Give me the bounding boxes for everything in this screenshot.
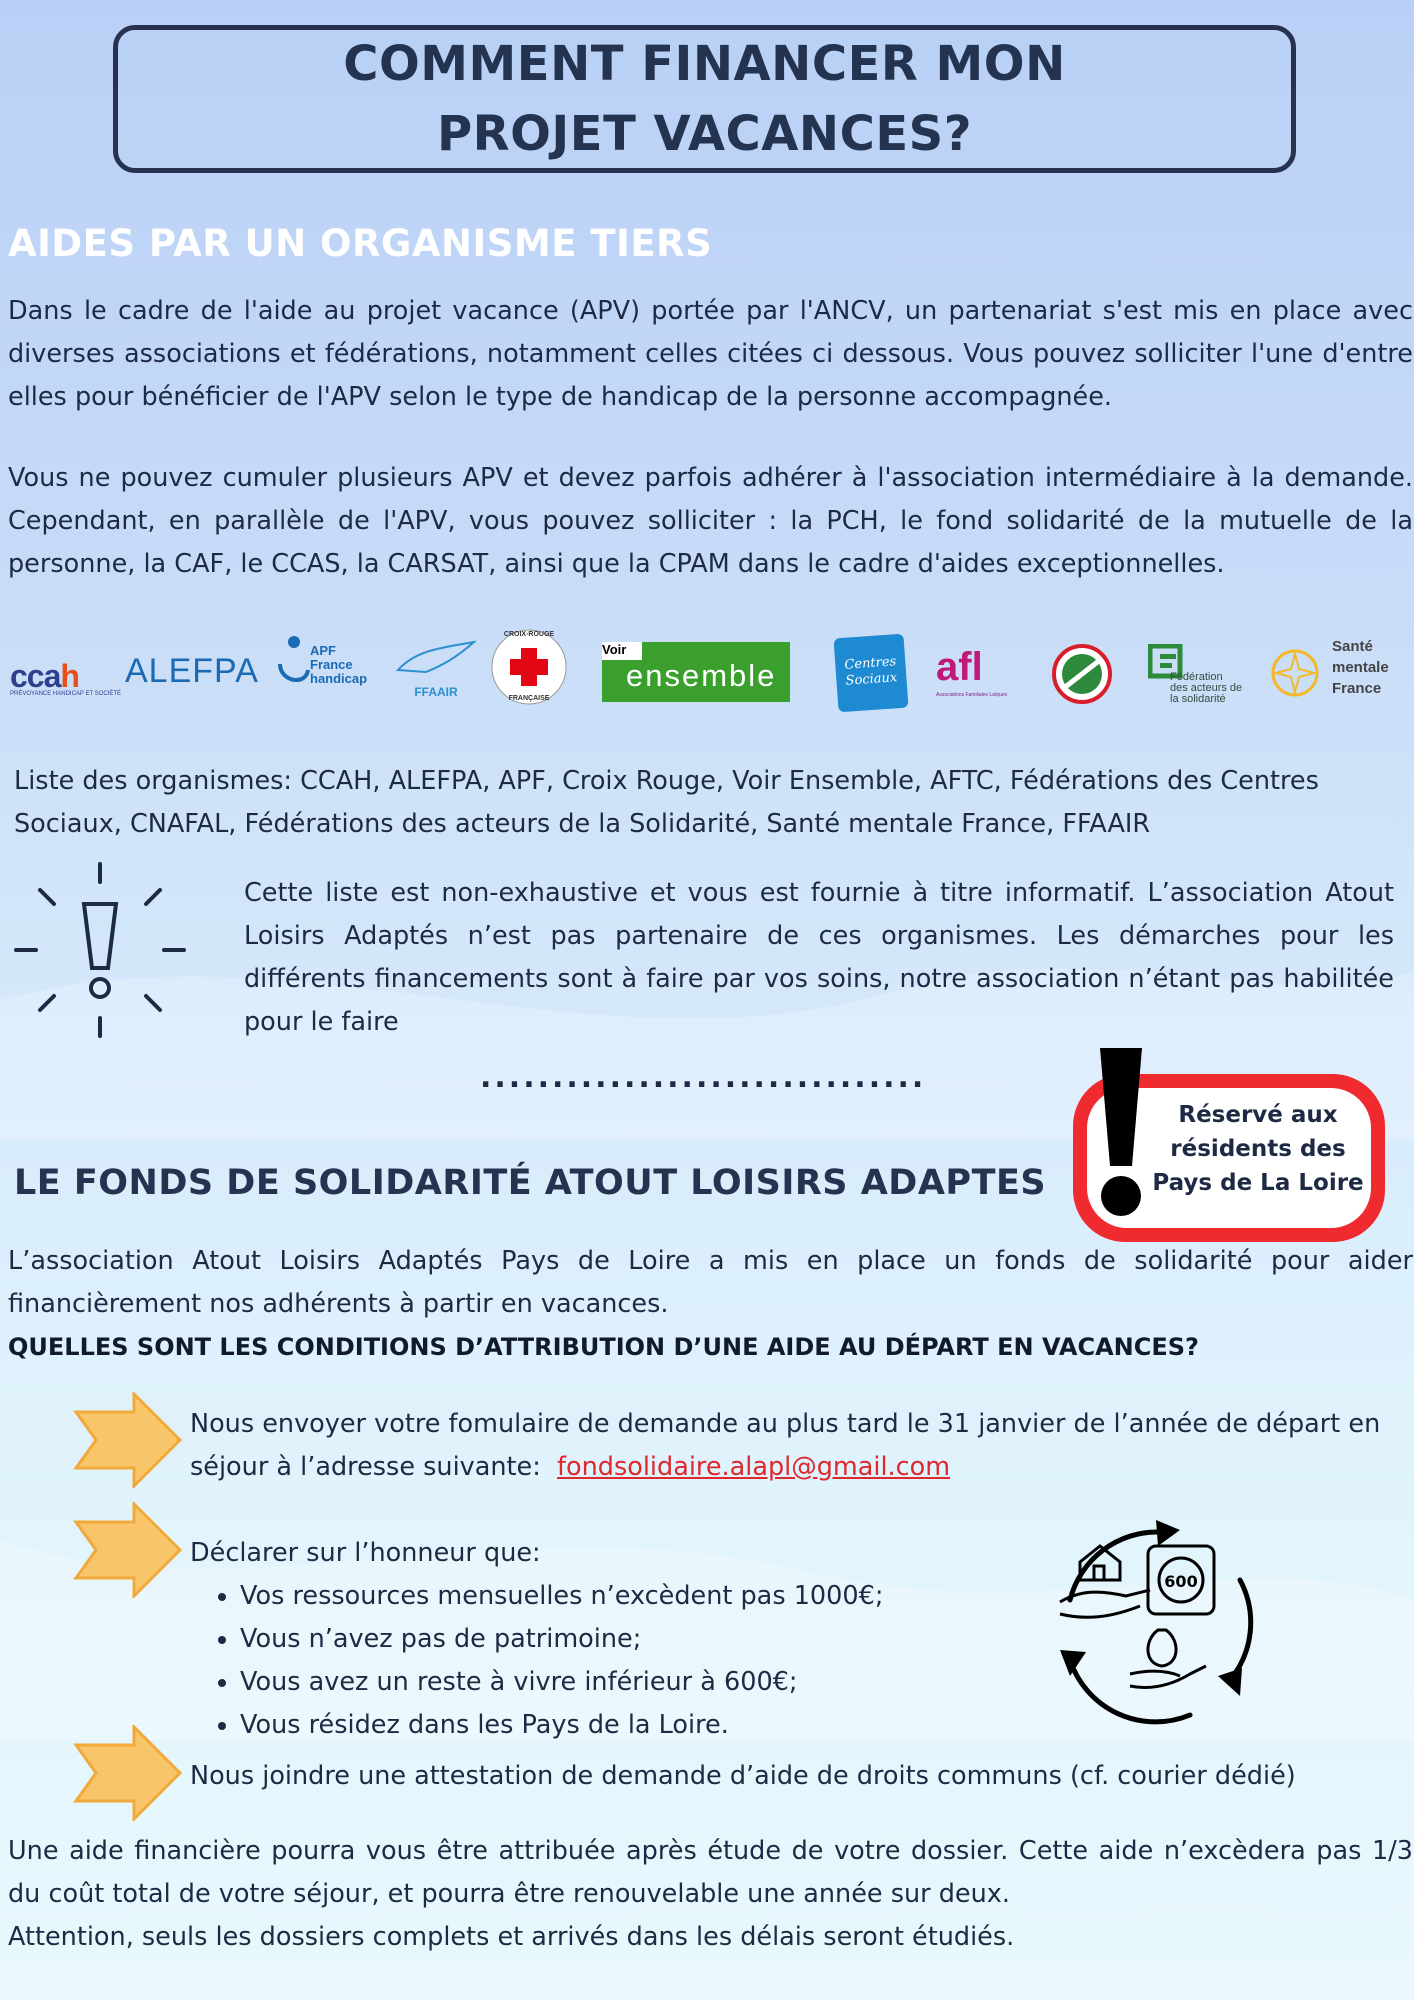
- arrow-icon: [72, 1392, 184, 1488]
- apv-paragraph: Dans le cadre de l'aide au projet vacance (APV) portée par l'ANCV, un partenariat s'est mis en place avec diverses associations et fédérations, notamment celles citées ci dessous. Vous pouvez solliciter l'une d'entre elles pour bénéficier de l'APV selon le type de handicap de la personne accompagnée.: [8, 296, 1413, 412]
- cnafal-circle-icon: [1050, 642, 1114, 706]
- step-send-form: Nous envoyer votre fomulaire de demande au plus tard le 31 janvier de l’année de départ en séjour à l’adresse suivante: fondsolidaire.alapl@gmail.com: [190, 1409, 1381, 1482]
- logo-federation-solidarite: Fédération des acteurs de la solidarité: [1148, 644, 1258, 714]
- cumulation-paragraph: Vous ne pouvez cumuler plusieurs APV et devez parfois adhérer à l'association intermédiaire à la demande. Cependant, en parallèle de l'APV, vous pouvez solliciter : la PCH, le fond solidarité de la mutuelle de la personne, la CAF, le CCAS, la CARSAT, ainsi que la CPAM dans le cadre d'aides exceptionnelles.: [8, 463, 1413, 579]
- section-heading-third-party: AIDES PAR UN ORGANISME TIERS: [8, 222, 713, 265]
- exclamation-icon: [1086, 1048, 1156, 1218]
- logo-croix-rouge: CROIX-ROUGE FRANÇAISE: [490, 628, 568, 706]
- logo-voir-ensemble: Voir ensemble: [602, 642, 790, 702]
- closing-paragraph: Une aide financière pourra vous être attribuée après étude de votre dossier. Cette aide n’excèdera pas 1/3 du coût total de votre séjour, et pourra être renouvelable une année sur deux.: [8, 1836, 1413, 1909]
- organisms-list: Liste des organismes: CCAH, ALEFPA, APF, Croix Rouge, Voir Ensemble, AFTC, Fédérations des Centres Sociaux, CNAFAL, Fédérations des acteurs de la Solidarité, Santé mentale France, FFAAIR: [14, 766, 1319, 839]
- step-attach-attestation: Nous joindre une attestation de demande d’aide de droits communs (cf. courier dédié): [190, 1761, 1296, 1791]
- section-heading-solidarity-fund: LE FONDS DE SOLIDARITÉ ATOUT LOISIRS ADAPTES: [14, 1163, 1047, 1203]
- logo-centres-sociaux: Centres Sociaux: [834, 634, 909, 713]
- logo-ffaair: FFAAIR: [396, 640, 476, 710]
- logo-alefpa: ALEFPA: [125, 652, 259, 690]
- title-box: [113, 25, 1296, 173]
- declaration-list: [200, 1575, 883, 1747]
- arrow-icon: [72, 1725, 184, 1821]
- arrow-icon: [72, 1502, 184, 1598]
- logo-ccah: ccah PRÉVOYANCE HANDICAP ET SOCIÉTÉ: [10, 658, 122, 697]
- logo-sante-mentale: Santé mentale France: [1266, 636, 1406, 706]
- badge-line2: résidents des: [1170, 1136, 1346, 1162]
- list-item: • Vous avez un reste à vivre inférieur à 600€;: [240, 1661, 883, 1704]
- list-item: • Vous n’avez pas de patrimoine;: [240, 1618, 883, 1661]
- step-declare: Déclarer sur l’honneur que:: [190, 1538, 541, 1568]
- logo-afl: afl Associations Familiales Laïques: [936, 645, 1008, 698]
- ffaair-bird-icon: [396, 640, 476, 680]
- warning-idea-icon: [10, 860, 190, 1040]
- list-item: • Vous résidez dans les Pays de la Loire.: [240, 1704, 883, 1747]
- closing-text: [8, 1830, 1413, 1959]
- apf-figure-icon: [272, 630, 312, 690]
- cycle-value: 600: [1164, 1572, 1198, 1591]
- disclaimer-text: Cette liste est non-exhaustive et vous est fournie à titre informatif. L’association Atout Loisirs Adaptés n’est pas partenaire de ces organismes. Les démarches pour les différents financements sont à faire par vos soins, notre association n’étant pas habilitée pour le faire: [244, 878, 1394, 1037]
- fund-intro: L’association Atout Loisirs Adaptés Pays de Loire a mis en place un fonds de solidarité pour aider financièrement nos adhérents à partir en vacances.: [8, 1246, 1413, 1319]
- page-title-line1: COMMENT FINANCER MON: [343, 36, 1066, 92]
- closing-warning: Attention, seuls les dossiers complets et arrivés dans les délais seront étudiés.: [8, 1922, 1015, 1952]
- partner-logos: [0, 620, 1414, 720]
- logo-cnafal: [1050, 642, 1114, 706]
- badge-line1: Réservé aux: [1178, 1102, 1338, 1128]
- sun-star-icon: [1266, 644, 1324, 702]
- conditions-heading: QUELLES SONT LES CONDITIONS D’ATTRIBUTION D’UNE AIDE AU DÉPART EN VACANCES?: [8, 1333, 1199, 1361]
- list-item: • Vos ressources mensuelles n’excèdent pas 1000€;: [240, 1575, 883, 1618]
- logo-apf: APF France handicap: [272, 630, 382, 700]
- page-title-line2: PROJET VACANCES?: [436, 106, 973, 162]
- finance-cycle-icon: [1030, 1510, 1270, 1740]
- email-link[interactable]: fondsolidaire.alapl@gmail.com: [557, 1452, 951, 1482]
- badge-line3: Pays de La Loire: [1152, 1170, 1364, 1196]
- section-divider: ...............................: [480, 1060, 927, 1095]
